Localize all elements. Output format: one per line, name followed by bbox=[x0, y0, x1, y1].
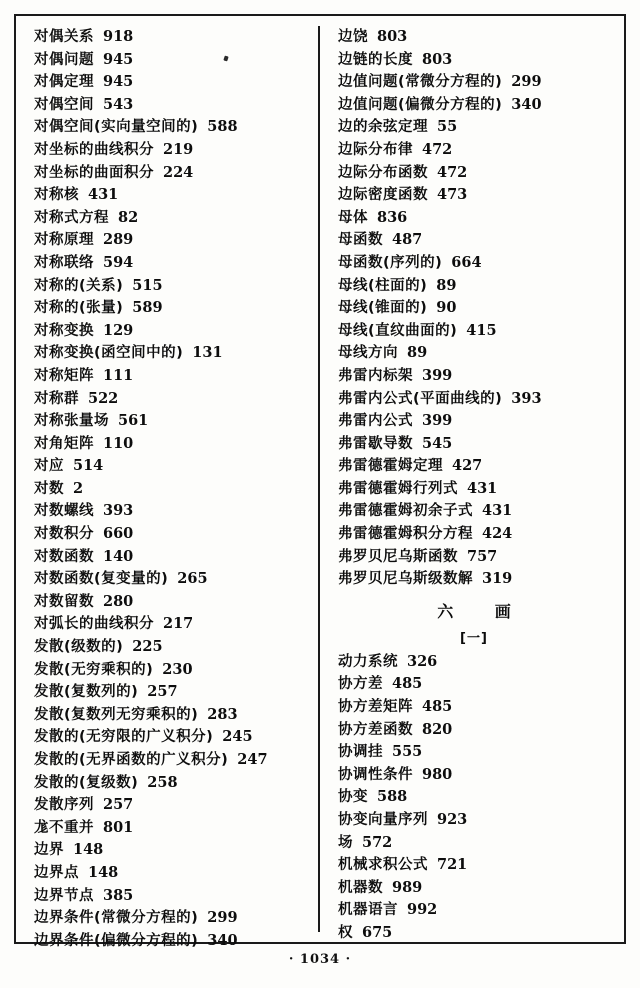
entry-term: 对数函数 bbox=[34, 548, 94, 565]
entry-term: 发散的(复级数) bbox=[34, 774, 139, 791]
index-entry bbox=[338, 854, 610, 877]
index-entry bbox=[338, 673, 610, 696]
entry-term: 对偶空间 bbox=[34, 96, 94, 113]
entry-page: 522 bbox=[88, 389, 119, 407]
index-entry bbox=[338, 297, 610, 320]
entry-page: 385 bbox=[103, 886, 134, 904]
entry-term: 弗雷内公式 bbox=[338, 413, 413, 430]
index-entry bbox=[34, 162, 308, 185]
entry-page: 257 bbox=[103, 796, 134, 814]
entry-page: 431 bbox=[88, 186, 119, 204]
index-entry bbox=[338, 252, 610, 275]
entry-page: 594 bbox=[103, 253, 134, 271]
index-entry bbox=[338, 388, 610, 411]
entry-term: 对称原理 bbox=[34, 232, 94, 249]
entry-term: 对数 bbox=[34, 480, 64, 497]
entry-page: 757 bbox=[467, 547, 498, 565]
entry-page: 588 bbox=[207, 118, 238, 136]
entry-page: 131 bbox=[192, 344, 223, 362]
entry-term: 机械求积公式 bbox=[338, 857, 428, 874]
index-entry bbox=[338, 877, 610, 900]
index-entry bbox=[338, 162, 610, 185]
index-entry bbox=[338, 433, 610, 456]
entry-term: 机器语言 bbox=[338, 902, 398, 919]
entry-page: 992 bbox=[407, 901, 438, 919]
index-entry bbox=[338, 809, 610, 832]
index-entry bbox=[34, 116, 308, 139]
index-entry bbox=[34, 478, 308, 501]
entry-page: 280 bbox=[103, 592, 134, 610]
entry-page: 110 bbox=[103, 434, 134, 452]
index-entry bbox=[338, 365, 610, 388]
entry-term: 边值问题(偏微分方程的) bbox=[338, 96, 503, 113]
entry-page: 473 bbox=[437, 186, 468, 204]
entry-page: 803 bbox=[377, 28, 408, 45]
entry-term: 发散的(无界函数的广义积分) bbox=[34, 752, 229, 768]
entry-term: 发散(复数列无穷乘积的) bbox=[34, 706, 199, 723]
index-entry bbox=[34, 749, 308, 772]
index-entry bbox=[34, 523, 308, 546]
entry-page: 545 bbox=[422, 434, 453, 452]
index-entry bbox=[338, 275, 610, 298]
entry-page: 340 bbox=[207, 931, 238, 949]
entry-page: 415 bbox=[466, 321, 497, 339]
entry-term: 协调挂 bbox=[338, 744, 383, 761]
entry-term: 弗雷内标架 bbox=[338, 367, 413, 384]
entry-page: 111 bbox=[103, 366, 134, 384]
index-entry bbox=[34, 365, 308, 388]
index-column-left bbox=[24, 26, 320, 949]
entry-term: 发散(复数列的) bbox=[34, 684, 139, 701]
entry-page: 265 bbox=[177, 570, 208, 588]
index-entry bbox=[34, 726, 308, 749]
index-entry bbox=[338, 26, 610, 49]
index-entry bbox=[34, 907, 308, 930]
entry-page: 485 bbox=[392, 675, 423, 693]
entry-page: 918 bbox=[103, 28, 134, 45]
entry-term: 机器数 bbox=[338, 879, 383, 896]
index-entry bbox=[338, 741, 610, 764]
index-entry bbox=[338, 320, 610, 343]
entry-term: 弗罗贝尼乌斯级数解 bbox=[338, 571, 473, 588]
entry-term: 权 bbox=[338, 924, 353, 941]
entry-page: 803 bbox=[422, 50, 453, 68]
entry-term: 协方差矩阵 bbox=[338, 699, 413, 716]
entry-term: 边际密度函数 bbox=[338, 187, 428, 204]
entry-term: 边界节点 bbox=[34, 887, 94, 904]
entry-term: 母函数 bbox=[338, 232, 383, 249]
index-entry bbox=[34, 704, 308, 727]
index-entry bbox=[34, 297, 308, 320]
entry-page: 543 bbox=[103, 95, 134, 113]
index-entry bbox=[338, 568, 610, 591]
entry-page: 55 bbox=[437, 118, 458, 136]
entry-page: 219 bbox=[163, 140, 194, 158]
index-entry bbox=[34, 885, 308, 908]
entry-page: 224 bbox=[163, 163, 194, 181]
entry-page: 820 bbox=[422, 720, 453, 738]
index-entry bbox=[338, 546, 610, 569]
entry-term: 弗雷德霍姆行列式 bbox=[338, 480, 458, 497]
entry-term: 母线(柱面的) bbox=[338, 277, 428, 294]
entry-term: 母线(锥面的) bbox=[338, 300, 428, 317]
index-entry bbox=[34, 184, 308, 207]
index-entry bbox=[34, 591, 308, 614]
entry-term: 协方差 bbox=[338, 676, 383, 693]
entry-page: 923 bbox=[437, 811, 468, 828]
entry-term: 对称变换(函空间中的) bbox=[34, 345, 184, 362]
entry-page: 721 bbox=[437, 856, 468, 874]
entry-page: 399 bbox=[422, 366, 453, 384]
index-entry bbox=[338, 696, 610, 719]
entry-page: 801 bbox=[103, 818, 134, 836]
index-entry bbox=[338, 49, 610, 72]
index-entry bbox=[34, 794, 308, 817]
index-entry bbox=[34, 71, 308, 94]
index-entry bbox=[338, 922, 610, 945]
entry-term: 弗雷德霍姆初余子式 bbox=[338, 503, 473, 520]
entry-page: 283 bbox=[207, 705, 238, 723]
entry-term: 母线方向 bbox=[338, 345, 398, 362]
section-heading: 六 画 bbox=[437, 601, 529, 621]
entry-term: 对称核 bbox=[34, 187, 79, 204]
entry-term: 对角矩阵 bbox=[34, 435, 94, 452]
index-entry bbox=[34, 500, 308, 523]
entry-page: 572 bbox=[362, 833, 393, 851]
entry-term: 对坐标的曲线积分 bbox=[34, 141, 154, 158]
entry-page: 515 bbox=[132, 276, 163, 294]
index-entry bbox=[34, 817, 308, 840]
entry-term: 边际分布函数 bbox=[338, 164, 428, 181]
index-entry bbox=[34, 433, 308, 456]
index-entry bbox=[34, 207, 308, 230]
index-entry bbox=[34, 659, 308, 682]
entry-page: 245 bbox=[222, 728, 253, 746]
entry-page: 393 bbox=[103, 502, 134, 520]
entry-term: 边界 bbox=[34, 842, 64, 859]
entry-page: 2 bbox=[73, 479, 84, 497]
entry-page: 148 bbox=[73, 841, 104, 859]
index-entry bbox=[338, 139, 610, 162]
entry-term: 对数螺线 bbox=[34, 503, 94, 520]
entry-term: 对偶定理 bbox=[34, 74, 94, 91]
entry-term: 对坐标的曲面积分 bbox=[34, 164, 154, 181]
entry-term: 场 bbox=[338, 834, 353, 851]
entry-page: 340 bbox=[511, 95, 542, 113]
entry-page: 675 bbox=[362, 923, 393, 941]
entry-term: 边界条件(偏微分方程的) bbox=[34, 932, 199, 949]
entry-page: 257 bbox=[147, 683, 178, 701]
entry-page: 485 bbox=[422, 698, 453, 716]
entry-term: 尨不重并 bbox=[34, 819, 94, 836]
index-entry bbox=[338, 116, 610, 139]
entry-page: 555 bbox=[392, 743, 423, 761]
entry-page: 225 bbox=[132, 638, 163, 656]
index-entry bbox=[34, 862, 308, 885]
index-entry bbox=[34, 388, 308, 411]
index-entry bbox=[34, 930, 308, 953]
entry-page: 472 bbox=[422, 140, 453, 158]
section-subheading: [一] bbox=[460, 630, 488, 646]
index-entry bbox=[34, 613, 308, 636]
entry-term: 动力系统 bbox=[338, 653, 398, 670]
entry-page: 660 bbox=[103, 525, 134, 543]
index-entry bbox=[34, 49, 308, 72]
entry-term: 对称的(关系) bbox=[34, 277, 124, 294]
index-entry bbox=[34, 252, 308, 275]
entry-page: 299 bbox=[511, 73, 542, 91]
entry-term: 发散序列 bbox=[34, 797, 94, 814]
entry-page: 399 bbox=[422, 412, 453, 430]
entry-term: 对称张量场 bbox=[34, 413, 109, 430]
entry-page: 140 bbox=[103, 547, 134, 565]
entry-term: 边链的长度 bbox=[338, 51, 413, 68]
entry-page: 217 bbox=[163, 615, 194, 633]
entry-page: 230 bbox=[162, 660, 193, 678]
entry-term: 对偶关系 bbox=[34, 29, 94, 45]
entry-term: 边界点 bbox=[34, 864, 79, 881]
entry-term: 母函数(序列的) bbox=[338, 254, 443, 271]
entry-term: 对偶空间(实向量空间的) bbox=[34, 119, 199, 136]
index-entry bbox=[34, 636, 308, 659]
entry-term: 弗雷歇导数 bbox=[338, 435, 413, 452]
index-entry bbox=[338, 764, 610, 787]
entry-page: 431 bbox=[482, 502, 513, 520]
index-entry bbox=[338, 184, 610, 207]
entry-page: 427 bbox=[452, 457, 483, 475]
entry-term: 协方差函数 bbox=[338, 721, 413, 738]
entry-term: 协调性条件 bbox=[338, 766, 413, 783]
entry-page: 431 bbox=[467, 479, 498, 497]
entry-page: 487 bbox=[392, 231, 423, 249]
entry-term: 母线(直纹曲面的) bbox=[338, 322, 458, 339]
index-entry bbox=[34, 568, 308, 591]
entry-term: 对称联络 bbox=[34, 254, 94, 271]
index-entry bbox=[34, 410, 308, 433]
index-entry bbox=[34, 94, 308, 117]
entry-page: 258 bbox=[147, 773, 178, 791]
index-entry bbox=[338, 207, 610, 230]
index-entry bbox=[338, 342, 610, 365]
entry-term: 弗雷德霍姆积分方程 bbox=[338, 526, 473, 543]
index-entry bbox=[338, 651, 610, 674]
index-entry bbox=[34, 139, 308, 162]
entry-term: 对称矩阵 bbox=[34, 367, 94, 384]
index-entry bbox=[338, 523, 610, 546]
index-entry bbox=[338, 94, 610, 117]
index-columns bbox=[24, 26, 616, 949]
index-entry bbox=[34, 320, 308, 343]
index-entry bbox=[34, 275, 308, 298]
index-entry bbox=[34, 455, 308, 478]
index-column-right bbox=[320, 26, 616, 941]
entry-page: 945 bbox=[103, 73, 134, 91]
entry-term: 弗雷内公式(平面曲线的) bbox=[338, 390, 503, 407]
index-entry bbox=[34, 681, 308, 704]
entry-page: 989 bbox=[392, 878, 423, 896]
entry-page: 664 bbox=[451, 253, 482, 271]
entry-page: 326 bbox=[407, 652, 438, 670]
index-entry bbox=[338, 786, 610, 809]
index-entry bbox=[34, 229, 308, 252]
index-entry bbox=[338, 410, 610, 433]
entry-page: 589 bbox=[132, 299, 163, 317]
entry-term: 弗罗贝尼乌斯函数 bbox=[338, 548, 458, 565]
index-entry bbox=[34, 546, 308, 569]
entry-page: 514 bbox=[73, 457, 104, 475]
entry-term: 边值问题(常微分方程的) bbox=[338, 74, 503, 91]
entry-term: 对数积分 bbox=[34, 526, 94, 543]
entry-page: 424 bbox=[482, 525, 513, 543]
entry-page: 299 bbox=[207, 909, 238, 927]
index-entry bbox=[34, 342, 308, 365]
entry-page: 561 bbox=[118, 412, 149, 430]
entry-term: 协变 bbox=[338, 789, 368, 806]
index-entry bbox=[338, 71, 610, 94]
index-entry bbox=[338, 478, 610, 501]
index-entry bbox=[338, 229, 610, 252]
index-entry bbox=[34, 772, 308, 795]
entry-page: 836 bbox=[377, 208, 408, 226]
entry-term: 发散的(无穷限的广义积分) bbox=[34, 729, 214, 746]
entry-term: 对应 bbox=[34, 458, 64, 475]
entry-term: 协变向量序列 bbox=[338, 812, 428, 828]
entry-term: 对数函数(复变量的) bbox=[34, 571, 169, 588]
page-folio: · 1034 · bbox=[288, 952, 352, 967]
entry-term: 对偶问题 bbox=[34, 51, 94, 68]
entry-page: 89 bbox=[436, 276, 457, 294]
entry-term: 对数留数 bbox=[34, 593, 94, 610]
entry-term: 边界条件(常微分方程的) bbox=[34, 910, 199, 927]
entry-term: 边的余弦定理 bbox=[338, 119, 428, 136]
entry-term: 对称的(张量) bbox=[34, 300, 124, 317]
entry-term: 发散(级数的) bbox=[34, 639, 124, 656]
entry-term: 对称式方程 bbox=[34, 209, 109, 226]
index-entry bbox=[34, 26, 308, 49]
entry-page: 319 bbox=[482, 570, 513, 588]
entry-page: 129 bbox=[103, 321, 134, 339]
index-entry bbox=[34, 839, 308, 862]
index-entry bbox=[338, 832, 610, 855]
entry-page: 472 bbox=[437, 163, 468, 181]
entry-term: 发散(无穷乘积的) bbox=[34, 661, 154, 678]
entry-term: 对称群 bbox=[34, 390, 79, 407]
entry-page: 588 bbox=[377, 788, 408, 806]
entry-term: 弗雷德霍姆定理 bbox=[338, 458, 443, 475]
entry-page: 980 bbox=[422, 765, 453, 783]
entry-term: 边际分布律 bbox=[338, 141, 413, 158]
entry-page: 247 bbox=[237, 751, 268, 768]
entry-page: 945 bbox=[103, 50, 134, 68]
entry-page: 90 bbox=[436, 299, 457, 317]
entry-page: 289 bbox=[103, 231, 134, 249]
entry-term: 对弧长的曲线积分 bbox=[34, 616, 154, 633]
entry-term: 对称变换 bbox=[34, 322, 94, 339]
entry-term: 边饶 bbox=[338, 29, 368, 45]
index-entry bbox=[338, 719, 610, 742]
entry-page: 89 bbox=[407, 344, 428, 362]
entry-page: 82 bbox=[118, 208, 139, 226]
index-entry bbox=[338, 500, 610, 523]
index-entry bbox=[338, 899, 610, 922]
entry-term: 母体 bbox=[338, 209, 368, 226]
entry-page: 148 bbox=[88, 863, 119, 881]
index-entry bbox=[338, 455, 610, 478]
entry-page: 393 bbox=[511, 389, 542, 407]
